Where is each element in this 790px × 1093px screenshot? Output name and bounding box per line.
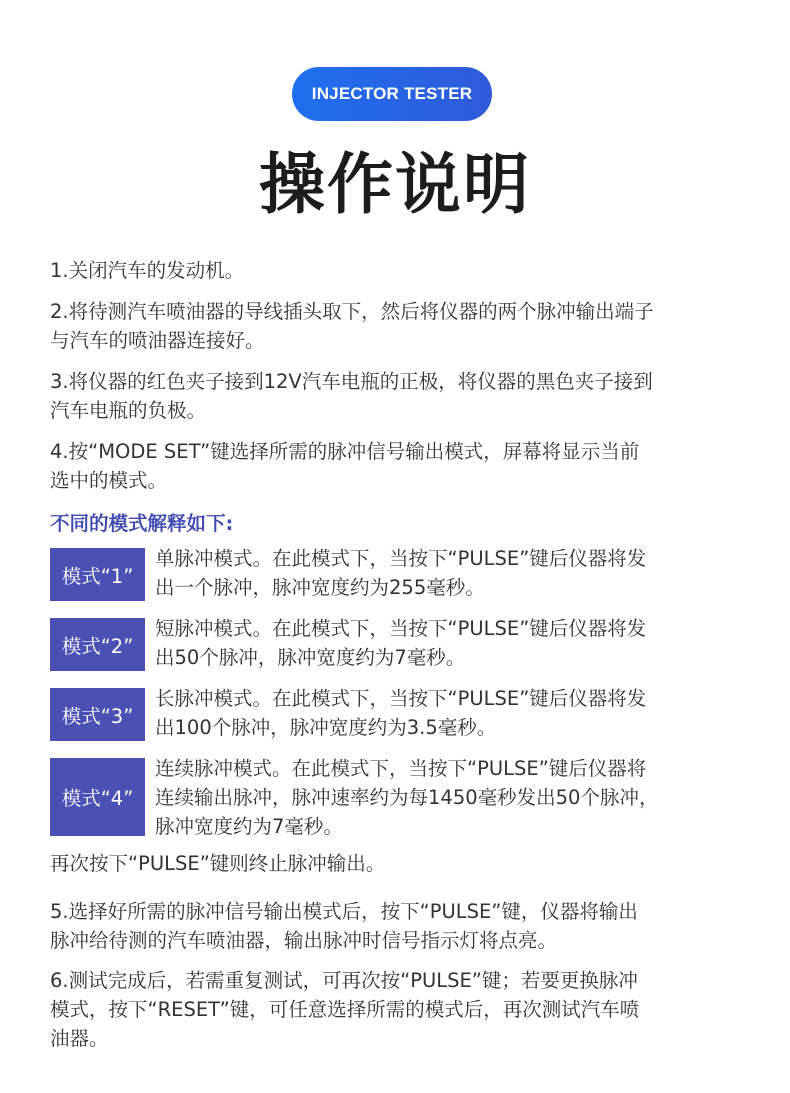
mode-label-3: 模式“3” — [50, 688, 145, 741]
step-6: 6.测试完成后，若需重复测试，可再次按“PULSE”键；若要更换脉冲 模式，按下“RESET”键，可任意选择所需的模式后，再次测试汽车喷 油器。 — [50, 969, 640, 1050]
mode-label-1: 模式“1” — [50, 548, 145, 601]
page-title: 操作说明 — [259, 146, 531, 223]
mode-label-2: 模式“2” — [50, 618, 145, 671]
step-4: 4.按“MODE SET”键选择所需的脉冲信号输出模式，屏幕将显示当前 选中的模式。 — [50, 440, 640, 492]
mode-description-2: 短脉冲模式。在此模式下，当按下“PULSE”键后仪器将发 出50个脉冲，脉冲宽度约为7毫秒。 — [155, 617, 647, 669]
mode-description-3: 长脉冲模式。在此模式下，当按下“PULSE”键后仪器将发 出100个脉冲，脉冲宽度约为3.5毫秒。 — [155, 687, 647, 739]
stop-note: 再次按下“PULSE”键则终止脉冲输出。 — [50, 852, 386, 875]
step-5: 5.选择好所需的脉冲信号输出模式后，按下“PULSE”键，仪器将输出 脉冲给待测的汽车喷油器，输出脉冲时信号指示灯将点亮。 — [50, 900, 638, 952]
mode-label-4: 模式“4” — [50, 758, 145, 836]
mode-description-1: 单脉冲模式。在此模式下，当按下“PULSE”键后仪器将发 出一个脉冲，脉冲宽度约为255毫秒。 — [155, 547, 647, 599]
step-2: 2.将待测汽车喷油器的导线插头取下，然后将仪器的两个脉冲输出端子 与汽车的喷油器连接好。 — [50, 300, 654, 352]
product-badge: INJECTOR TESTER — [292, 67, 492, 121]
modes-heading: 不同的模式解释如下: — [50, 512, 234, 535]
step-3: 3.将仪器的红色夹子接到12V汽车电瓶的正极，将仪器的黑色夹子接到 汽车电瓶的负极。 — [50, 370, 653, 422]
step-1: 1.关闭汽车的发动机。 — [50, 259, 245, 282]
mode-description-4: 连续脉冲模式。在此模式下，当按下“PULSE”键后仪器将 连续输出脉冲，脉冲速率约为每1450毫秒发出50个脉冲， 脉冲宽度约为7毫秒。 — [155, 757, 659, 838]
